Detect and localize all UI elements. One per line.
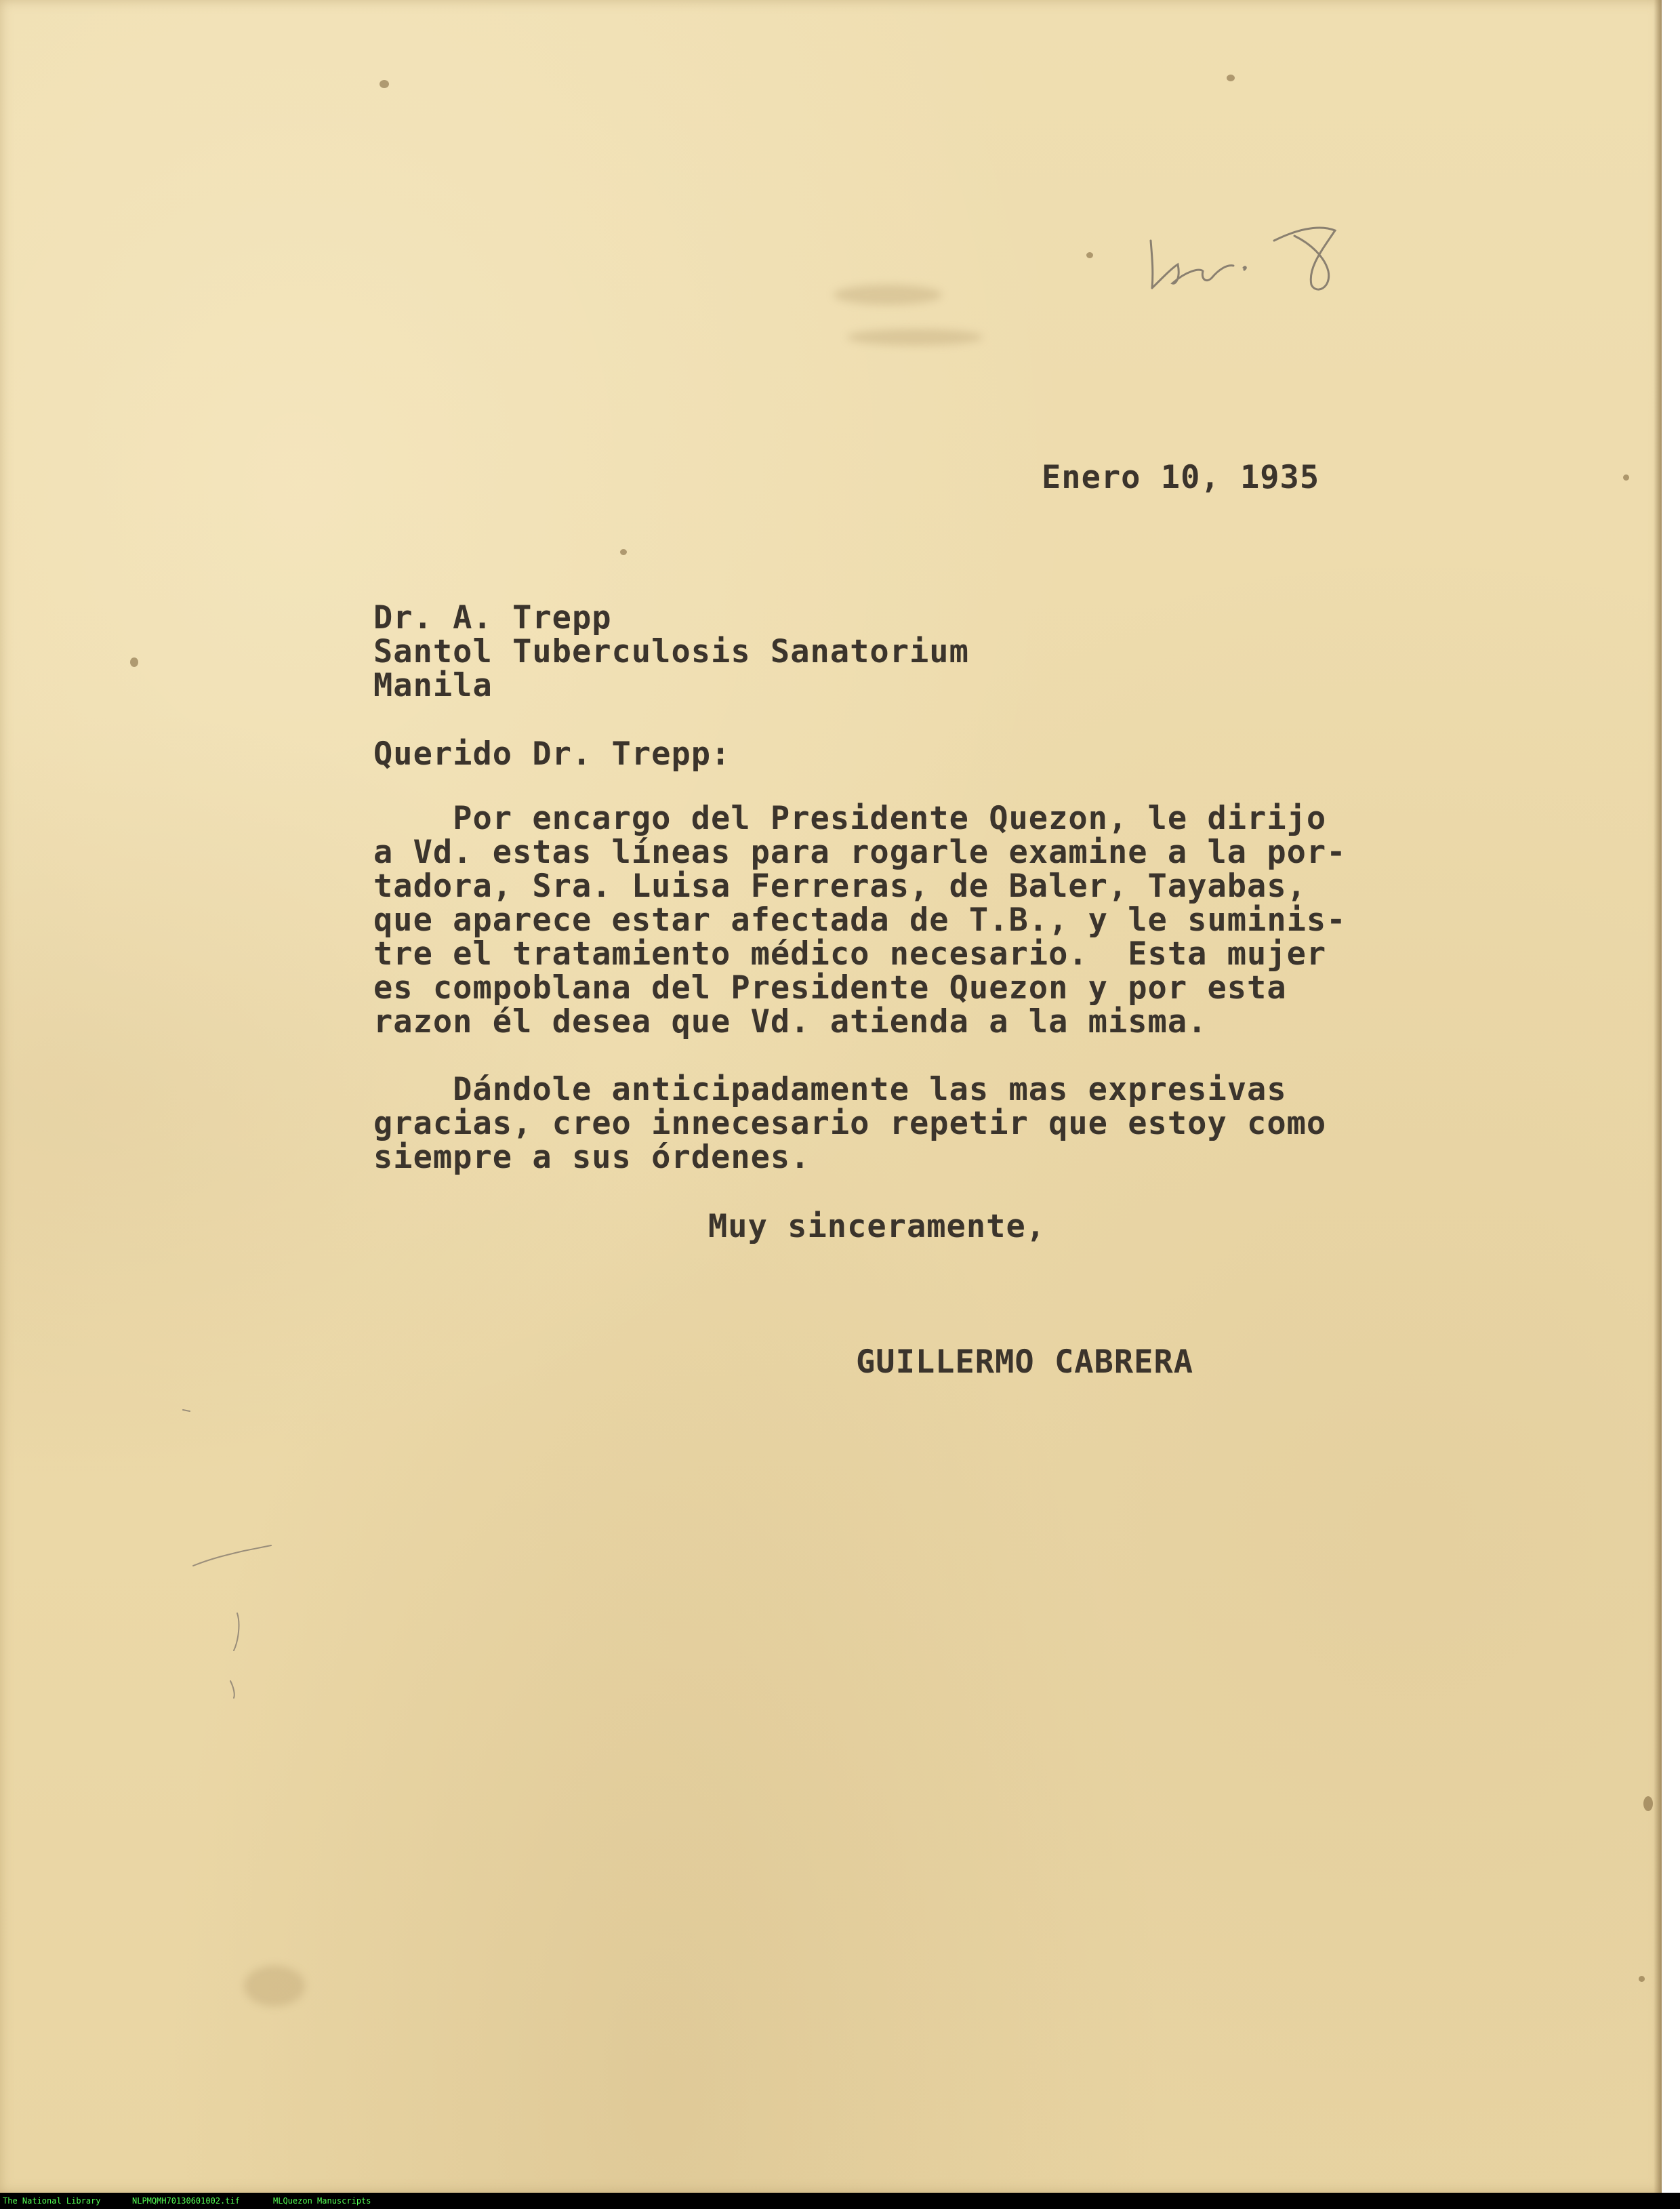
paper-stain — [847, 329, 983, 346]
paragraph-line: tre el tratamiento médico necesario. Esta mujer — [373, 935, 1327, 973]
paper-stain — [244, 1966, 305, 2006]
closing: Muy sinceramente, — [708, 1208, 1046, 1245]
paper-speck — [130, 657, 138, 667]
recipient-name: Dr. A. Trepp — [373, 599, 612, 636]
paragraph-line: es compoblana del Presidente Quezon y por esta — [373, 969, 1287, 1007]
paragraph-line: razon él desea que Vd. atienda a la misma. — [373, 1003, 1208, 1040]
paper-edge-shadow — [1654, 0, 1662, 2193]
signature-name: GUILLERMO CABRERA — [856, 1343, 1194, 1381]
paragraph-line: gracias, creo innecesario repetir que estoy como — [373, 1105, 1327, 1142]
paper-speck — [620, 549, 627, 555]
salutation: Querido Dr. Trepp: — [373, 735, 731, 773]
letter-date: Enero 10, 1935 — [1042, 459, 1320, 496]
recipient-city: Manila — [373, 667, 493, 704]
scanner-footer-bar — [0, 2193, 1680, 2209]
margin-pencil-marks — [169, 1396, 305, 1708]
paragraph-line: a Vd. estas líneas para rogarle examine a la por- — [373, 834, 1347, 871]
paper-stain — [834, 285, 942, 305]
paper-speck — [380, 80, 389, 88]
paper-speck — [1623, 474, 1629, 481]
paragraph-line: Por encargo del Presidente Quezon, le dirijo — [373, 800, 1327, 837]
footer-collection: MLQuezon Manuscripts — [273, 2196, 371, 2206]
footer-filename: NLPMQMH70130601002.tif — [132, 2196, 240, 2206]
paper-speck — [1086, 252, 1093, 258]
paper-speck — [1643, 1796, 1653, 1811]
paragraph-line: tadora, Sra. Luisa Ferreras, de Baler, Tayabas, — [373, 868, 1307, 905]
handwritten-initials-pencil-mark — [1139, 203, 1355, 298]
paragraph-line: que aparece estar afectada de T.B., y le suminis- — [373, 901, 1347, 939]
paragraph-line: siempre a sus órdenes. — [373, 1139, 811, 1176]
paper-speck — [1227, 75, 1235, 81]
footer-library: The National Library — [3, 2196, 101, 2206]
paragraph-line: Dándole anticipadamente las mas expresivas — [373, 1071, 1287, 1108]
recipient-institution: Santol Tuberculosis Sanatorium — [373, 633, 969, 670]
paper-speck — [1639, 1976, 1645, 1982]
